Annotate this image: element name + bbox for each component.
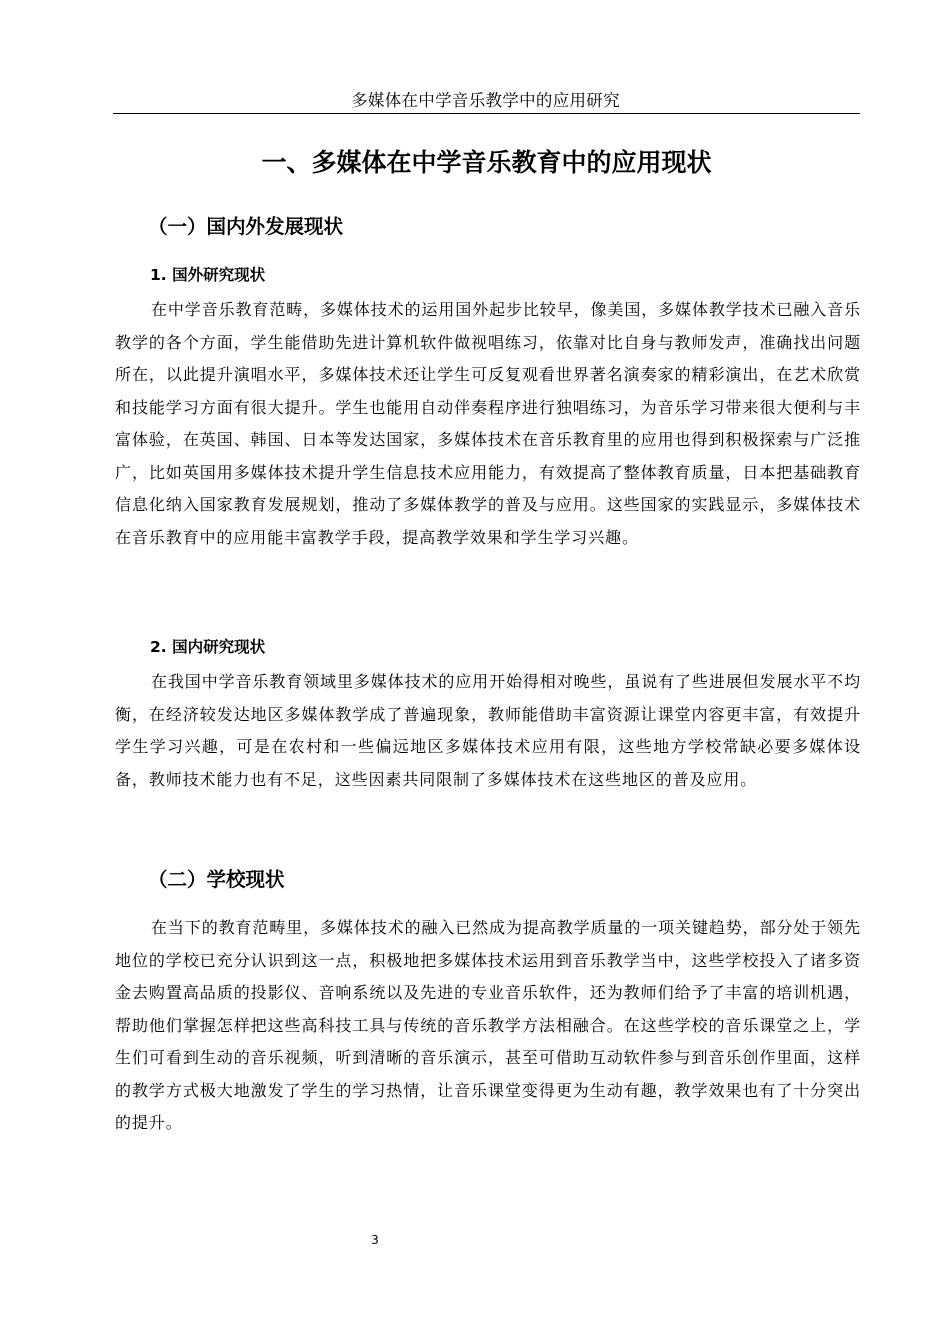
sub-heading-foreign-research: 1. 国外研究现状 <box>150 266 266 284</box>
page-number: 3 <box>371 1233 379 1247</box>
section-heading-domestic-foreign: （一）国内外发展现状 <box>148 215 344 238</box>
chapter-title: 一、多媒体在中学音乐教育中的应用现状 <box>261 148 712 177</box>
paragraph-domestic-research: 在我国中学音乐教育领域里多媒体技术的应用开始得相对晚些，虽说有了些进展但发展水平不均衡，在经济较发达地区多媒体教学成了普遍现象，教师能借助丰富资源让课堂内容更丰富，有效提升学生学习兴趣，可是在农村和一些偏远地区多媒体技术应用有限，这些地方学校常缺必要多媒体设备，教师技术能力也有不足，这些因素共同限制了多媒体技术在这些地区的普及应用。 <box>115 672 861 789</box>
header-rule <box>113 113 860 114</box>
sub-heading-domestic-research: 2. 国内研究现状 <box>150 638 266 656</box>
section-heading-school-status: （二）学校现状 <box>148 868 285 891</box>
paragraph-school-status: 在当下的教育范畴里，多媒体技术的融入已然成为提高教学质量的一项关键趋势，部分处于领先地位的学校已充分认识到这一点，积极地把多媒体技术运用到音乐教学当中，这些学校投入了诸多资金去购置高品质的投影仪、音响系统以及先进的专业音乐软件，还为教师们给予了丰富的培训机遇，帮助他们掌握怎样把这些高科技工具与传统的音乐教学方法相融合。在这些学校的音乐课堂之上，学生们可看到生动的音乐视频，听到清晰的音乐演示，甚至可借助互动软件参与到音乐创作里面，这样的教学方式极大地激发了学生的学习热情，让音乐课堂变得更为生动有趣，教学效果也有了十分突出的提升。 <box>115 918 861 1132</box>
running-header: 多媒体在中学音乐教学中的应用研究 <box>351 91 620 110</box>
paragraph-foreign-research: 在中学音乐教育范畴，多媒体技术的运用国外起步比较早，像美国，多媒体教学技术已融入音乐教学的各个方面，学生能借助先进计算机软件做视唱练习，依靠对比自身与教师发声，准确找出问题所在，以此提升演唱水平，多媒体技术还让学生可反复观看世界著名演奏家的精彩演出，在艺术欣赏和技能学习方面有很大提升。学生也能用自动伴奏程序进行独唱练习，为音乐学习带来很大便利与丰富体验，在英国、韩国、日本等发达国家，多媒体技术在音乐教育里的应用也得到积极探索与广泛推广，比如英国用多媒体技术提升学生信息技术应用能力，有效提高了整体教育质量，日本把基础教育信息化纳入国家教育发展规划，推动了多媒体教学的普及与应用。这些国家的实践显示，多媒体技术在音乐教育中的应用能丰富教学手段，提高教学效果和学生学习兴趣。 <box>115 300 861 547</box>
